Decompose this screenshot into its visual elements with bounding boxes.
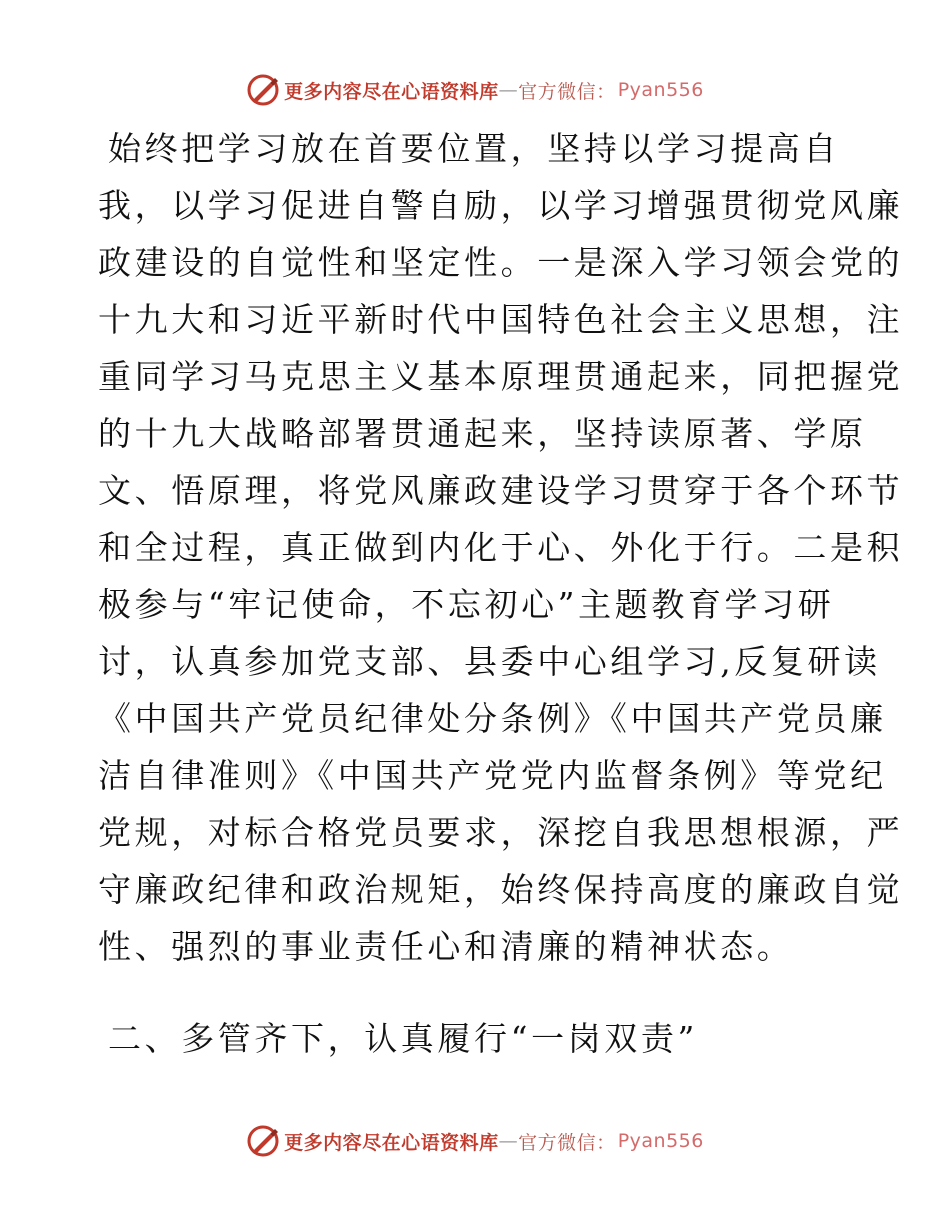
paragraph-line: 守廉政纪律和政治规矩，始终保持高度的廉政自觉 <box>98 870 904 909</box>
paragraph-line: 十九大和习近平新时代中国特色社会主义思想，注 <box>98 300 904 339</box>
pen-logo-icon <box>246 73 280 107</box>
banner-text: 更多内容尽在心语资料库 <box>284 80 499 103</box>
paragraph-line: 的十九大战略部署贯通起来，坚持读原著、学原 <box>98 414 867 453</box>
paragraph-line: 《中国共产党员纪律处分条例》《中国共产党员廉 <box>98 699 887 738</box>
paragraph-line: 党规，对标合格党员要求，深挖自我思想根源，严 <box>98 813 904 852</box>
banner-separator: — <box>498 1130 519 1152</box>
paragraph-line: 洁自律准则》《中国共产党党内监督条例》等党纪 <box>98 756 887 795</box>
banner-wechat-id: Pyan556 <box>617 79 704 101</box>
pen-logo-icon <box>246 1124 280 1158</box>
paragraph-line: 我，以学习促进自警自励，以学习增强贯彻党风廉 <box>98 186 904 225</box>
paragraph-line: 和全过程，真正做到内化于心、外化于行。二是积 <box>98 528 904 567</box>
paragraph-line: 始终把学习放在首要位置，坚持以学习提高自 <box>108 129 840 168</box>
banner-wechat-label: 官方微信： <box>518 80 616 103</box>
paragraph-line: 性、强烈的事业责任心和清廉的精神状态。 <box>98 927 794 966</box>
paragraph-line: 文、悟原理，将党风廉政建设学习贯穿于各个环节 <box>98 471 904 510</box>
banner-wechat-id: Pyan556 <box>617 1130 704 1152</box>
paragraph-line: 政建设的自觉性和坚定性。一是深入学习领会党的 <box>98 243 904 282</box>
banner-text: 更多内容尽在心语资料库 <box>284 1131 499 1154</box>
paragraph-line: 极参与“牢记使命，不忘初心”主题教育学习研 <box>98 585 835 624</box>
paragraph-line: 重同学习马克思主义基本原理贯通起来，同把握党 <box>98 357 904 396</box>
header-watermark-banner <box>0 70 950 110</box>
banner-separator: — <box>498 79 519 101</box>
paragraph-line: 讨，认真参加党支部、县委中心组学习,反复研读 <box>98 642 881 681</box>
footer-watermark-banner <box>0 1121 950 1161</box>
section-heading: 二、多管齐下，认真履行“一岗双责” <box>108 1019 698 1058</box>
body-paragraph <box>98 120 904 975</box>
banner-wechat-label: 官方微信： <box>518 1131 616 1154</box>
